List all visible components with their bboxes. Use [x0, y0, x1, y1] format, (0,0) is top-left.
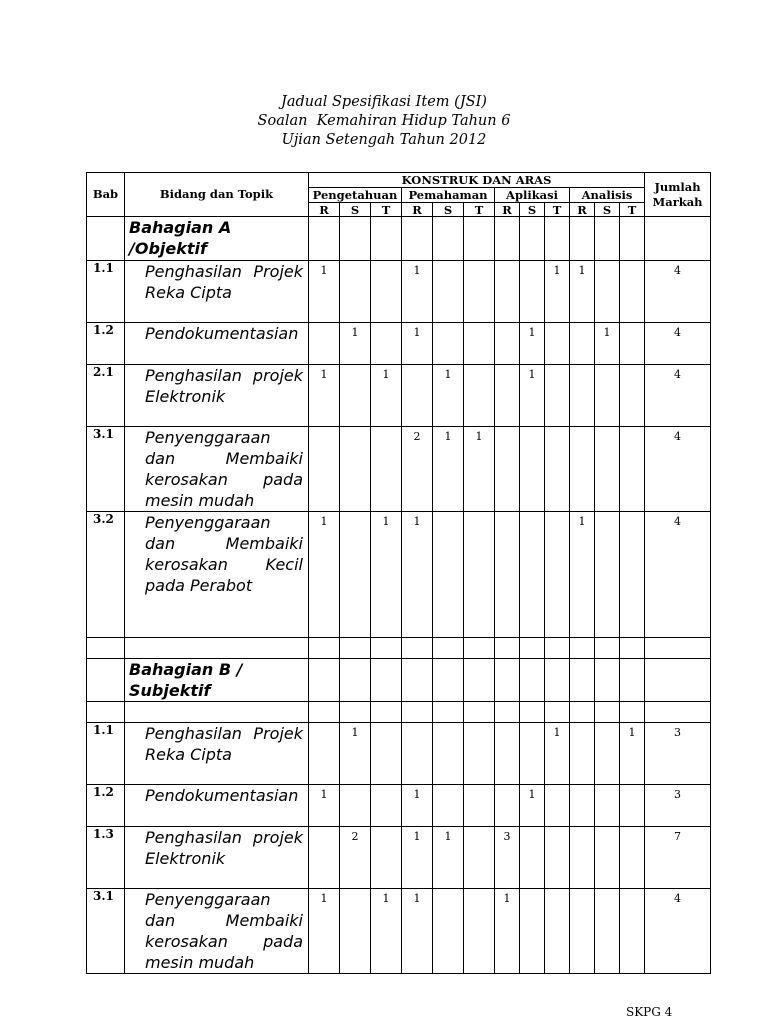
title-line-2: Soalan Kemahiran Hidup Tahun 6 [257, 113, 511, 129]
mark-cell: 1 [520, 785, 545, 827]
mark-cell [545, 889, 570, 974]
mark-cell [620, 427, 645, 512]
total-cell: 4 [645, 365, 711, 427]
empty-cell [620, 638, 645, 659]
mark-cell [595, 827, 620, 889]
mark-cell: 1 [570, 512, 595, 638]
mark-cell: 1 [570, 261, 595, 323]
header-level: S [520, 203, 545, 217]
empty-cell [125, 702, 309, 723]
empty-cell [464, 217, 495, 261]
empty-cell [433, 217, 464, 261]
header-group-aplikasi: Aplikasi [495, 188, 570, 203]
table-row [87, 785, 711, 827]
empty-cell [402, 638, 433, 659]
mark-cell [620, 512, 645, 638]
mark-cell: 1 [595, 323, 620, 365]
mark-cell [595, 889, 620, 974]
empty-cell [620, 217, 645, 261]
table-row [87, 723, 711, 785]
mark-cell [464, 785, 495, 827]
total-cell: 4 [645, 427, 711, 512]
mark-cell: 1 [402, 889, 433, 974]
mark-cell [595, 261, 620, 323]
empty-cell [520, 702, 545, 723]
mark-cell: 1 [433, 827, 464, 889]
blank-row [87, 702, 711, 723]
total-cell: 4 [645, 323, 711, 365]
mark-cell [340, 261, 371, 323]
empty-cell [570, 217, 595, 261]
empty-cell [309, 702, 340, 723]
mark-cell: 2 [340, 827, 371, 889]
mark-cell: 1 [309, 512, 340, 638]
mark-cell: 1 [309, 261, 340, 323]
mark-cell [520, 723, 545, 785]
mark-cell [570, 323, 595, 365]
empty-cell [340, 638, 371, 659]
mark-cell [620, 785, 645, 827]
empty-cell [340, 659, 371, 702]
empty-cell [595, 659, 620, 702]
mark-cell [620, 261, 645, 323]
topic-cell: Pendokumentasian [125, 785, 309, 827]
header-level: R [495, 203, 520, 217]
mark-cell [464, 827, 495, 889]
table-row [87, 261, 711, 323]
header-group-pemahaman: Pemahaman [402, 188, 495, 203]
mark-cell [495, 427, 520, 512]
mark-cell [433, 723, 464, 785]
title-line-3: Ujian Setengah Tahun 2012 [281, 132, 487, 148]
mark-cell [595, 512, 620, 638]
total-cell: 4 [645, 261, 711, 323]
empty-cell [570, 702, 595, 723]
table-row [87, 427, 711, 512]
topic-cell: Penyenggaraan dan Membaiki kerosakan pada mesin mudah [125, 889, 309, 974]
empty-cell [464, 659, 495, 702]
empty-cell [645, 217, 711, 261]
section-row [87, 217, 711, 261]
empty-cell [464, 638, 495, 659]
empty-cell [464, 702, 495, 723]
mark-cell: 1 [402, 785, 433, 827]
empty-cell [645, 702, 711, 723]
topic-cell: Penghasilan projek Elektronik [125, 365, 309, 427]
header-level: T [545, 203, 570, 217]
title-line-1: Jadual Spesifikasi Item (JSI) [281, 94, 487, 110]
mark-cell: 1 [545, 261, 570, 323]
empty-cell [545, 217, 570, 261]
header-total: Jumlah Markah [645, 173, 711, 217]
mark-cell: 1 [309, 889, 340, 974]
empty-cell [520, 659, 545, 702]
mark-cell [620, 323, 645, 365]
empty-cell [433, 638, 464, 659]
total-cell: 3 [645, 785, 711, 827]
mark-cell [545, 323, 570, 365]
header-konstruk: KONSTRUK DAN ARAS [309, 173, 645, 188]
mark-cell [433, 512, 464, 638]
bab-cell: 1.1 [87, 723, 125, 785]
mark-cell: 1 [340, 323, 371, 365]
mark-cell [402, 723, 433, 785]
mark-cell: 1 [309, 365, 340, 427]
mark-cell [433, 889, 464, 974]
empty-cell [495, 702, 520, 723]
mark-cell [545, 365, 570, 427]
item-specification-table [86, 172, 711, 974]
header-level: R [402, 203, 433, 217]
empty-cell [87, 638, 125, 659]
mark-cell [520, 889, 545, 974]
header-level: T [371, 203, 402, 217]
mark-cell [371, 427, 402, 512]
mark-cell: 1 [402, 512, 433, 638]
empty-cell [87, 659, 125, 702]
mark-cell [570, 827, 595, 889]
empty-cell [545, 638, 570, 659]
mark-cell [545, 427, 570, 512]
mark-cell [545, 827, 570, 889]
mark-cell: 1 [520, 365, 545, 427]
mark-cell: 1 [402, 261, 433, 323]
header-level: S [433, 203, 464, 217]
table-row [87, 827, 711, 889]
empty-cell [433, 702, 464, 723]
empty-cell [645, 638, 711, 659]
mark-cell [464, 323, 495, 365]
topic-cell: Penghasilan projek Elektronik [125, 827, 309, 889]
mark-cell: 1 [402, 827, 433, 889]
empty-cell [620, 659, 645, 702]
table-row [87, 512, 711, 638]
empty-cell [87, 217, 125, 261]
total-cell: 4 [645, 512, 711, 638]
mark-cell [520, 512, 545, 638]
empty-cell [371, 217, 402, 261]
header-level: T [464, 203, 495, 217]
mark-cell [340, 785, 371, 827]
empty-cell [402, 217, 433, 261]
empty-cell [620, 702, 645, 723]
mark-cell [595, 427, 620, 512]
topic-cell: Pendokumentasian [125, 323, 309, 365]
total-cell: 7 [645, 827, 711, 889]
mark-cell: 1 [545, 723, 570, 785]
mark-cell [309, 323, 340, 365]
mark-cell [520, 827, 545, 889]
mark-cell: 1 [340, 723, 371, 785]
bab-cell: 3.2 [87, 512, 125, 638]
empty-cell [595, 702, 620, 723]
mark-cell: 3 [495, 827, 520, 889]
mark-cell [371, 827, 402, 889]
empty-cell [340, 702, 371, 723]
mark-cell [433, 261, 464, 323]
section-title: Bahagian B / Subjektif [125, 659, 309, 702]
mark-cell: 1 [433, 365, 464, 427]
blank-row [87, 638, 711, 659]
mark-cell: 1 [402, 323, 433, 365]
empty-cell [125, 638, 309, 659]
mark-cell [464, 261, 495, 323]
mark-cell [495, 785, 520, 827]
mark-cell [309, 723, 340, 785]
mark-cell: 1 [309, 785, 340, 827]
mark-cell [340, 365, 371, 427]
mark-cell [433, 323, 464, 365]
empty-cell [595, 217, 620, 261]
mark-cell [340, 889, 371, 974]
header-level: S [595, 203, 620, 217]
header-group-pengetahuan: Pengetahuan [309, 188, 402, 203]
mark-cell [340, 512, 371, 638]
mark-cell [495, 365, 520, 427]
mark-cell [371, 785, 402, 827]
empty-cell [371, 638, 402, 659]
mark-cell [595, 365, 620, 427]
mark-cell [495, 261, 520, 323]
mark-cell [464, 889, 495, 974]
empty-cell [402, 659, 433, 702]
header-bab: Bab [87, 173, 125, 217]
empty-cell [545, 702, 570, 723]
topic-cell: Penyenggaraan dan Membaiki kerosakan pada mesin mudah [125, 427, 309, 512]
bab-cell: 1.2 [87, 323, 125, 365]
empty-cell [87, 702, 125, 723]
section-title: Bahagian A /Objektif [125, 217, 309, 261]
mark-cell [495, 723, 520, 785]
mark-cell: 1 [371, 512, 402, 638]
empty-cell [340, 217, 371, 261]
header-topic: Bidang dan Topik [125, 173, 309, 217]
empty-cell [371, 659, 402, 702]
header-level: T [620, 203, 645, 217]
mark-cell [464, 512, 495, 638]
mark-cell: 1 [464, 427, 495, 512]
bab-cell: 1.3 [87, 827, 125, 889]
mark-cell [620, 365, 645, 427]
bab-cell: 3.1 [87, 889, 125, 974]
empty-cell [309, 217, 340, 261]
empty-cell [595, 638, 620, 659]
document-title [0, 93, 768, 150]
mark-cell [545, 785, 570, 827]
empty-cell [371, 702, 402, 723]
mark-cell [595, 785, 620, 827]
empty-cell [520, 217, 545, 261]
empty-cell [495, 659, 520, 702]
total-cell: 3 [645, 723, 711, 785]
table-row [87, 323, 711, 365]
bab-cell: 1.2 [87, 785, 125, 827]
empty-cell [645, 659, 711, 702]
mark-cell [520, 261, 545, 323]
total-cell: 4 [645, 889, 711, 974]
topic-cell: Penyenggaraan dan Membaiki kerosakan Kecil pada Perabot [125, 512, 309, 638]
bab-cell: 2.1 [87, 365, 125, 427]
mark-cell [464, 365, 495, 427]
mark-cell [620, 889, 645, 974]
mark-cell [570, 365, 595, 427]
mark-cell: 1 [371, 365, 402, 427]
mark-cell: 1 [433, 427, 464, 512]
empty-cell [433, 659, 464, 702]
mark-cell: 2 [402, 427, 433, 512]
bab-cell: 1.1 [87, 261, 125, 323]
mark-cell: 1 [520, 323, 545, 365]
mark-cell [495, 323, 520, 365]
empty-cell [520, 638, 545, 659]
empty-cell [570, 659, 595, 702]
empty-cell [570, 638, 595, 659]
table-row [87, 889, 711, 974]
mark-cell [371, 323, 402, 365]
empty-cell [309, 659, 340, 702]
mark-cell [309, 827, 340, 889]
mark-cell [620, 827, 645, 889]
mark-cell [309, 427, 340, 512]
mark-cell [570, 889, 595, 974]
mark-cell [371, 723, 402, 785]
bab-cell: 3.1 [87, 427, 125, 512]
mark-cell [545, 512, 570, 638]
mark-cell [340, 427, 371, 512]
mark-cell: 1 [620, 723, 645, 785]
mark-cell [595, 723, 620, 785]
mark-cell [402, 365, 433, 427]
page-footer: SKPG 4 [626, 1005, 673, 1019]
empty-cell [545, 659, 570, 702]
mark-cell [371, 261, 402, 323]
header-level: R [309, 203, 340, 217]
table-row [87, 365, 711, 427]
empty-cell [495, 638, 520, 659]
mark-cell [570, 723, 595, 785]
empty-cell [402, 702, 433, 723]
mark-cell: 1 [371, 889, 402, 974]
section-row [87, 659, 711, 702]
empty-cell [309, 638, 340, 659]
mark-cell [570, 785, 595, 827]
empty-cell [495, 217, 520, 261]
mark-cell [495, 512, 520, 638]
mark-cell [464, 723, 495, 785]
mark-cell [520, 427, 545, 512]
mark-cell [433, 785, 464, 827]
header-group-analisis: Analisis [570, 188, 645, 203]
topic-cell: Penghasilan Projek Reka Cipta [125, 723, 309, 785]
header-level: R [570, 203, 595, 217]
header-level: S [340, 203, 371, 217]
topic-cell: Penghasilan Projek Reka Cipta [125, 261, 309, 323]
mark-cell [570, 427, 595, 512]
mark-cell: 1 [495, 889, 520, 974]
